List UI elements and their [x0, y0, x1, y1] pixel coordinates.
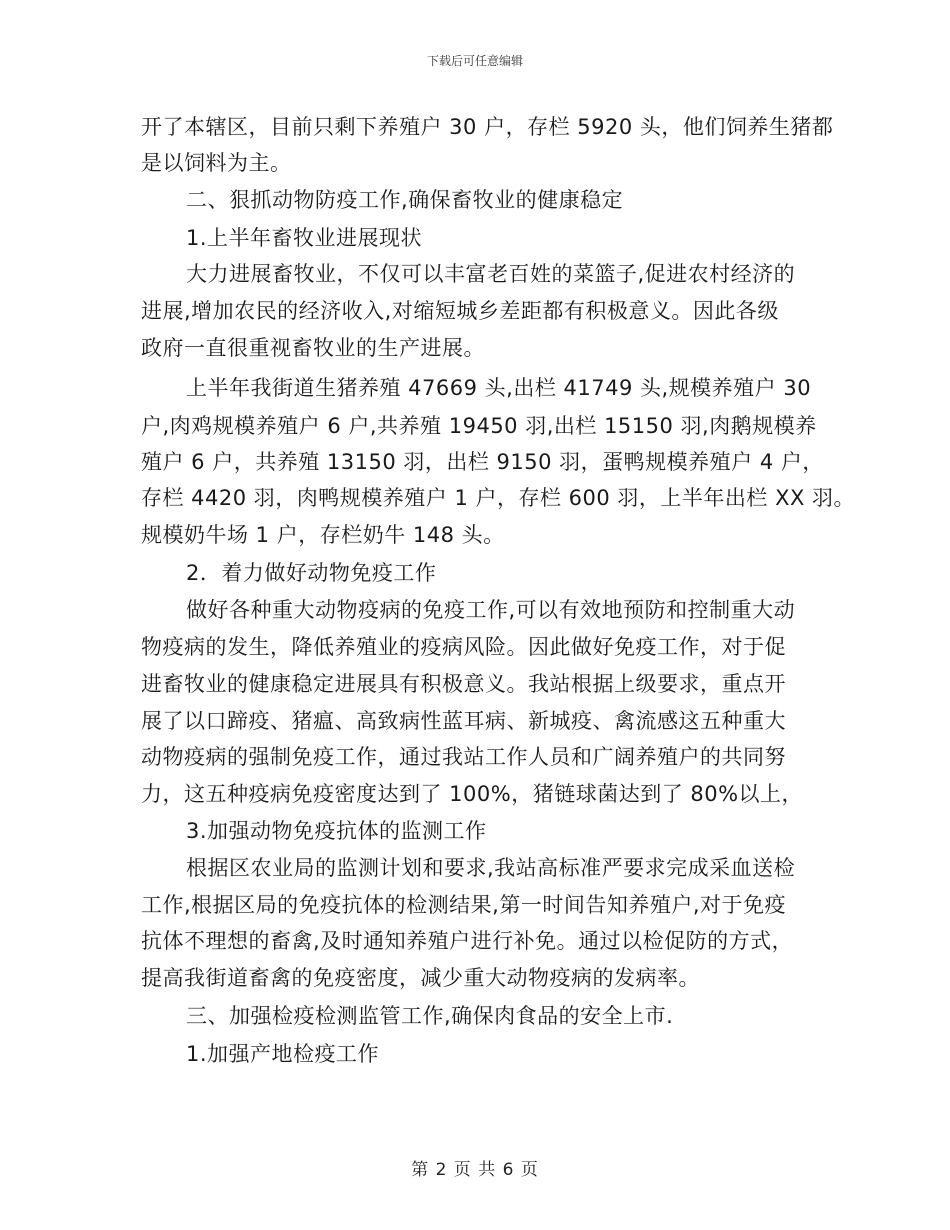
text-line: 存栏 4420 羽，肉鸭规模养殖户 1 户，存栏 600 羽，上半年出栏 XX 羽。 — [141, 486, 856, 510]
text-line: 规模奶牛场 1 户，存栏奶牛 148 头。 — [141, 523, 505, 547]
text-line: 展了以口蹄疫、猪瘟、高致病性蓝耳病、新城疫、禽流感这五种重大 — [141, 709, 786, 733]
text-line: 大力进展畜牧业，不仅可以丰富老百姓的菜篮子,促进农村经济的 — [186, 262, 796, 286]
subsection-heading: 3.加强动物免疫抗体的监测工作 — [186, 819, 487, 843]
text-line: 是以饲料为主。 — [141, 151, 292, 175]
text-line: 动物疫病的强制免疫工作，通过我站工作人员和广阔养殖户的共同努 — [141, 745, 786, 769]
section-heading: 二、狠抓动物防疫工作,确保畜牧业的健康稳定 — [186, 188, 624, 212]
text-line: 上半年我街道生猪养殖 47669 头,出栏 41749 头,规模养殖户 30 — [186, 376, 812, 400]
text-line: 做好各种重大动物疫病的免疫工作,可以有效地预防和控制重大动 — [186, 598, 796, 622]
text-line: 根据区农业局的监测计划和要求,我站高标准严要求完成采血送检 — [186, 856, 796, 880]
page-number: 第 2 页 共 6 页 — [411, 1160, 539, 1180]
subsection-heading: 1.上半年畜牧业进展现状 — [186, 226, 423, 250]
subsection-heading: 2．着力做好动物免疫工作 — [186, 561, 437, 585]
text-line: 力，这五种疫病免疫密度达到了 100%，猪链球菌达到了 80%以上， — [141, 782, 804, 806]
section-heading: 三、加强检疫检测监管工作,确保肉食品的安全上市. — [186, 1004, 674, 1028]
text-line: 工作,根据区局的免疫抗体的检测结果,第一时间告知养殖户,对于免疫 — [141, 893, 787, 917]
text-line: 政府一直很重视畜牧业的生产进展。 — [141, 336, 485, 360]
text-line: 户,肉鸡规模养殖户 6 户,共养殖 19450 羽,出栏 15150 羽,肉鹅规模养 — [141, 414, 817, 438]
text-line: 提高我街道畜禽的免疫密度，减少重大动物疫病的发病率。 — [141, 966, 700, 990]
text-line: 殖户 6 户，共养殖 13150 羽，出栏 9150 羽，蛋鸭规模养殖户 4 户， — [141, 450, 824, 474]
text-line: 开了本辖区，目前只剩下养殖户 30 户，存栏 5920 头，他们饲养生猪都 — [141, 115, 834, 139]
text-line: 物疫病的发生，降低养殖业的疫病风险。因此做好免疫工作，对于促 — [141, 635, 786, 659]
text-line: 进展,增加农民的经济收入,对缩短城乡差距都有积极意义。因此各级 — [141, 299, 779, 323]
text-line: 抗体不理想的畜禽,及时通知养殖户进行补免。通过以检促防的方式， — [141, 929, 794, 953]
text-line: 进畜牧业的健康稳定进展具有积极意义。我站根据上级要求，重点开 — [141, 672, 786, 696]
page-header: 下载后可任意编辑 — [426, 54, 523, 68]
subsection-heading: 1.加强产地检疫工作 — [186, 1042, 380, 1066]
